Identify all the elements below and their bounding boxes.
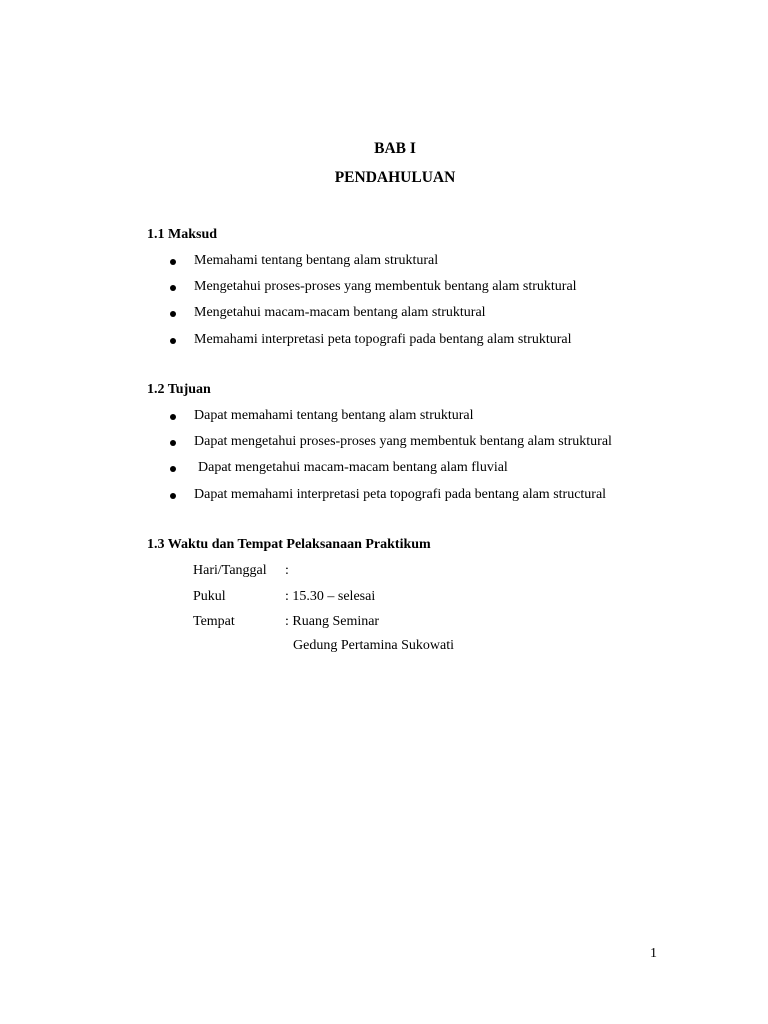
list-item-text: Dapat mengetahui macam-macam bentang alam fluvial bbox=[198, 460, 508, 475]
bullet-icon bbox=[170, 338, 176, 344]
bullet-icon bbox=[170, 311, 176, 317]
list-item-text: Memahami tentang bentang alam struktural bbox=[194, 253, 439, 268]
list-item-text: Mengetahui proses-proses yang membentuk bentang alam struktural bbox=[194, 279, 577, 294]
bullet-icon bbox=[170, 259, 176, 265]
list-item-text: Dapat mengetahui proses-proses yang membentuk bentang alam struktural bbox=[194, 434, 612, 449]
info-label: Tempat bbox=[193, 614, 235, 629]
info-value: Gedung Pertamina Sukowati bbox=[293, 638, 454, 653]
section-heading-maksud: 1.1 Maksud bbox=[147, 227, 218, 242]
list-item-text: Dapat memahami tentang bentang alam struktural bbox=[194, 408, 474, 423]
list-item-text: Dapat memahami interpretasi peta topografi pada bentang alam structural bbox=[194, 487, 607, 502]
bullet-icon bbox=[170, 414, 176, 420]
bullet-icon bbox=[170, 440, 176, 446]
info-value: : Ruang Seminar bbox=[285, 614, 380, 629]
info-label: Hari/Tanggal bbox=[193, 563, 267, 578]
info-value: : 15.30 – selesai bbox=[285, 589, 376, 604]
bullet-icon bbox=[170, 466, 176, 472]
list-item-text: Mengetahui macam-macam bentang alam struktural bbox=[194, 305, 486, 320]
info-value: : bbox=[285, 563, 289, 578]
bullet-icon bbox=[170, 493, 176, 499]
page-number: 1 bbox=[650, 946, 657, 961]
list-item-text: Memahami interpretasi peta topografi pada bentang alam struktural bbox=[194, 332, 572, 347]
info-label: Pukul bbox=[193, 589, 226, 604]
chapter-number: BAB I bbox=[374, 140, 416, 157]
section-heading-waktu-tempat: 1.3 Waktu dan Tempat Pelaksanaan Praktikum bbox=[147, 537, 431, 552]
chapter-title: PENDAHULUAN bbox=[334, 169, 456, 186]
bullet-icon bbox=[170, 285, 176, 291]
section-heading-tujuan: 1.2 Tujuan bbox=[147, 382, 211, 397]
